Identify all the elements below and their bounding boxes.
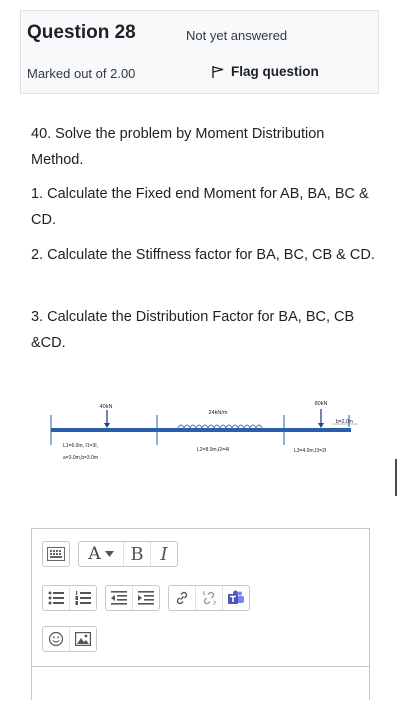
load-label-40kn: 40kN	[99, 404, 113, 410]
question-mark: Marked out of 2.00	[27, 66, 136, 81]
ordered-list-button[interactable]	[70, 586, 96, 610]
unlink-icon	[201, 590, 217, 606]
udl-label: 24kN/m	[208, 410, 228, 416]
emoji-button[interactable]	[43, 627, 70, 651]
font-style-label: A	[88, 544, 101, 564]
image-icon	[75, 632, 91, 646]
unlink-button[interactable]	[196, 586, 223, 610]
flag-icon	[211, 65, 225, 79]
span1-label-line1: L1=6.0m, I1=3I,	[63, 443, 99, 449]
question-state: Not yet answered	[186, 28, 288, 43]
editor-toolbar-row3	[42, 626, 105, 652]
ordered-list-icon	[75, 591, 91, 605]
font-style-button[interactable]	[79, 542, 124, 566]
toolbar-group-links	[168, 585, 250, 611]
indent-button[interactable]	[133, 586, 159, 610]
dropdown-arrow-icon	[105, 551, 114, 557]
insert-image-button[interactable]	[70, 627, 96, 651]
question-text-part3: 3. Calculate the Distribution Factor for BA, BC, CB &CD.	[31, 309, 355, 351]
toolbar-group-lists	[42, 585, 97, 611]
link-button[interactable]	[169, 586, 196, 610]
flag-question-button[interactable]	[211, 64, 319, 79]
beam	[51, 428, 351, 432]
italic-label: I	[160, 543, 168, 565]
dim-b-label: b=2.0m	[336, 419, 353, 425]
editor-toolbar-row1	[42, 541, 186, 567]
question-info	[20, 10, 379, 94]
link-icon	[174, 590, 190, 606]
outdent-button[interactable]	[106, 586, 133, 610]
answer-text-area[interactable]	[32, 666, 369, 702]
toolbar-group-toggle	[42, 541, 70, 567]
text-cursor	[395, 459, 397, 496]
question-text-part2: 2. Calculate the Stiffness factor for BA, BC, CB & CD.	[31, 247, 375, 263]
teams-icon	[227, 590, 245, 606]
question-title: Question 28	[27, 22, 136, 43]
question-text-intro: 40. Solve the problem by Moment Distribution Method.	[31, 126, 325, 168]
italic-button[interactable]	[151, 542, 177, 566]
udl-load	[178, 425, 262, 428]
outdent-icon	[111, 591, 127, 605]
indent-icon	[138, 591, 154, 605]
editor-toolbar-row2	[42, 585, 258, 611]
span3-label: L3=4.0m,I3=2I	[294, 448, 327, 454]
toolbar-group-text-style	[78, 541, 178, 567]
beam-diagram	[40, 393, 370, 468]
flag-question-label: Flag question	[231, 64, 319, 79]
teams-button[interactable]	[223, 586, 249, 610]
load-label-80kn: 80kN	[314, 401, 328, 407]
question-text-part1: 1. Calculate the Fixed end Moment for AB, BA, BC & CD.	[31, 186, 369, 228]
toolbar-group-indent	[105, 585, 160, 611]
smiley-icon	[48, 631, 64, 647]
toolbar-toggle-icon	[47, 547, 65, 561]
span2-label: L2=8.0m,I2=4I	[197, 447, 230, 453]
answer-editor[interactable]	[31, 528, 370, 700]
toolbar-group-media	[42, 626, 97, 652]
unordered-list-button[interactable]	[43, 586, 70, 610]
toolbar-toggle-button[interactable]	[43, 542, 69, 566]
bold-label: B	[130, 543, 144, 565]
unordered-list-icon	[48, 591, 64, 605]
bold-button[interactable]	[124, 542, 151, 566]
span1-label-line2: a=3.0m,b=3.0m	[63, 455, 99, 461]
